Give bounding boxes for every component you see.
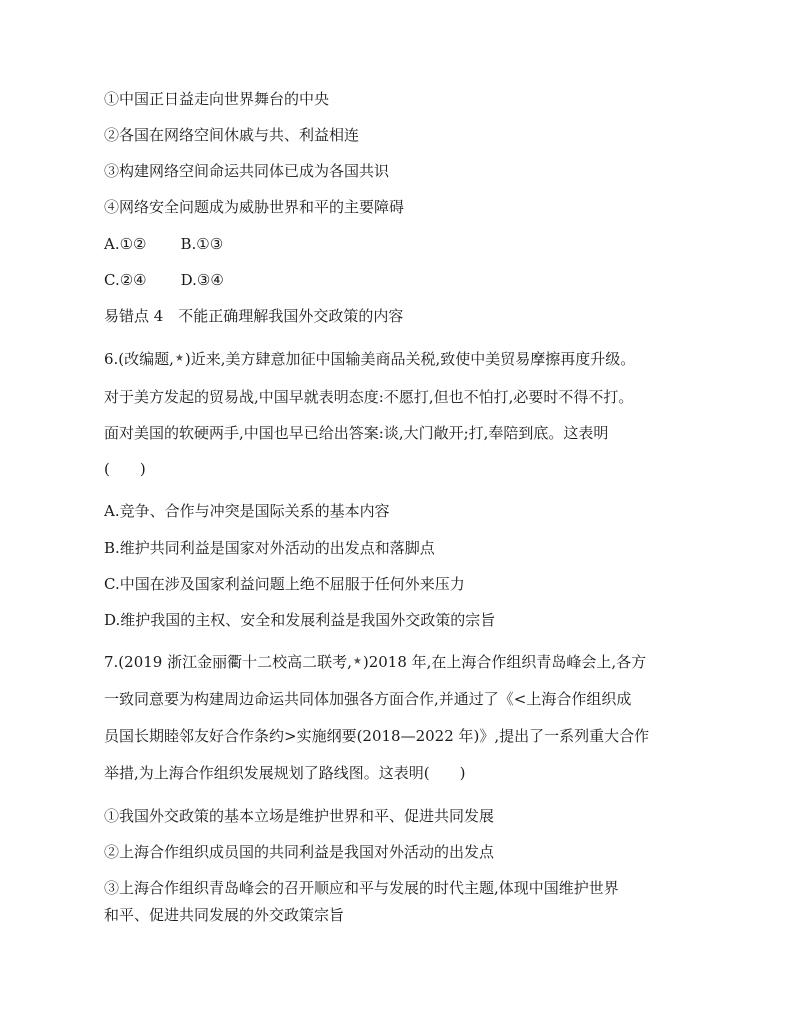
q6-option-a: A.竞争、合作与冲突是国际关系的基本内容 [104,502,390,520]
q7-line-1 [104,652,646,672]
q6-option-b: B.维护共同利益是国家对外活动的出发点和落脚点 [104,539,435,557]
q7-line-2: 一致同意要为构建周边命运共同体加强各方面合作,并通过了《<上海合作组织成 [104,690,632,708]
options-row-1 [104,234,223,254]
star-icon: ★ [352,656,362,667]
q7-line-4: 举措,为上海合作组织发展规划了路线图。这表明( ) [104,764,466,782]
q7-statement-1: ①我国外交政策的基本立场是维护世界和平、促进共同发展 [104,807,495,825]
statement-4: ④网络安全问题成为威胁世界和平的主要障碍 [104,198,405,216]
q6-line-1 [104,349,635,369]
option-c: C.②④ [104,271,147,289]
q6-answer-blank: ( ) [104,460,146,478]
options-row-2 [104,270,224,290]
option-d: D.③④ [180,271,224,289]
q6-line-1-rest: )近来,美方肆意加征中国输美商品关税,致使中美贸易摩擦再度升级。 [184,350,636,368]
statement-1: ①中国正日益走向世界舞台的中央 [104,90,330,108]
q7-line-3: 员国长期睦邻友好合作条约>实施纲要(2018—2022 年)》,提出了一系列重大合作 [104,727,650,745]
q6-line-3: 面对美国的软硬两手,中国也早已给出答案:谈,大门敞开;打,奉陪到底。这表明 [104,424,609,442]
option-a: A.①② [104,235,147,253]
q7-line-1-rest: )2018 年,在上海合作组织青岛峰会上,各方 [362,653,647,671]
q7-statement-3-line-1: ③上海合作组织青岛峰会的召开顺应和平与发展的时代主题,体现中国维护世界 [104,879,619,897]
q7-statement-3-line-2: 和平、促进共同发展的外交政策宗旨 [104,906,345,924]
statement-3: ③构建网络空间命运共同体已成为各国共识 [104,162,390,180]
q7-prefix: 7.(2019 浙江金丽衢十二校高二联考, [104,653,352,671]
q7-statement-2: ②上海合作组织成员国的共同利益是我国对外活动的出发点 [104,843,495,861]
q6-option-c: C.中国在涉及国家利益问题上绝不屈服于任何外来压力 [104,575,465,593]
statement-2: ②各国在网络空间休戚与共、利益相连 [104,126,360,144]
q6-prefix: 6.(改编题, [104,350,174,368]
q6-line-2: 对于美方发起的贸易战,中国早就表明态度:不愿打,但也不怕打,必要时不得不打。 [104,388,634,406]
q6-option-d: D.维护我国的主权、安全和发展利益是我国外交政策的宗旨 [104,611,496,629]
option-b: B.①③ [180,235,224,253]
section-heading: 易错点 4 不能正确理解我国外交政策的内容 [104,307,404,325]
star-icon: ★ [174,353,184,364]
